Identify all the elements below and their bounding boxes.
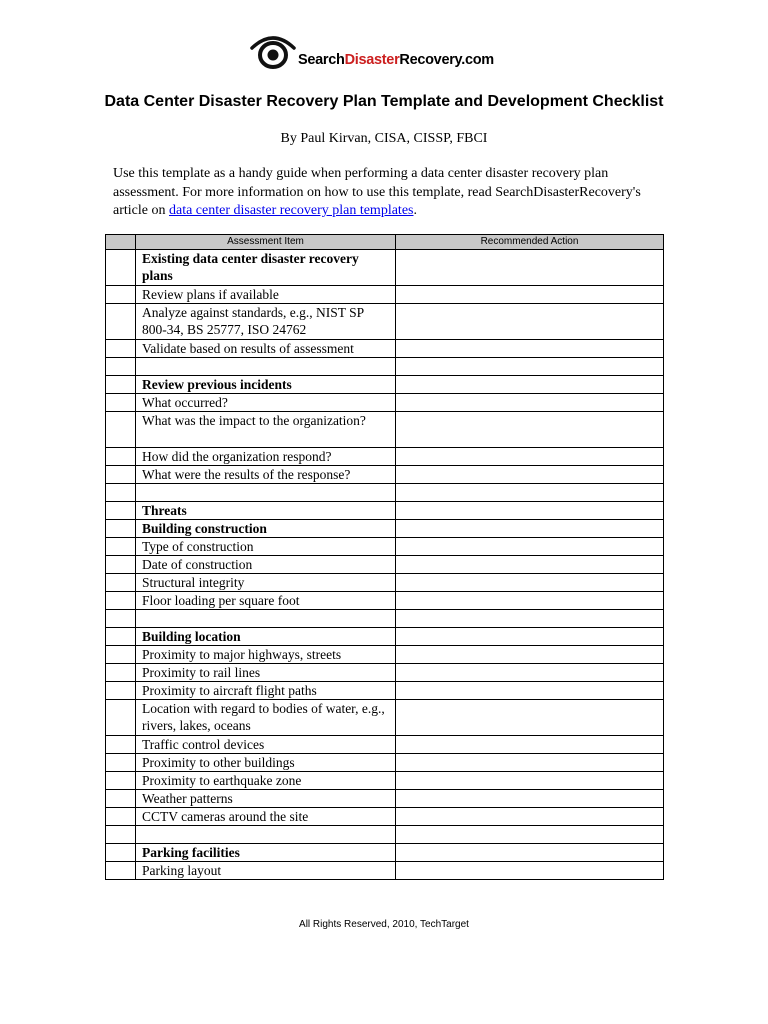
row-marker-cell: [106, 412, 136, 448]
recommended-action-cell[interactable]: [396, 502, 664, 520]
recommended-action-cell[interactable]: [396, 646, 664, 664]
document-title: Data Center Disaster Recovery Plan Template and Development Checklist: [104, 93, 664, 110]
assessment-item-cell: Threats: [136, 502, 396, 520]
row-marker-cell: [106, 466, 136, 484]
assessment-item-cell: [136, 826, 396, 844]
table-row: [106, 394, 664, 412]
recommended-action-cell[interactable]: [396, 628, 664, 646]
recommended-action-cell[interactable]: [396, 844, 664, 862]
header-blank: [106, 235, 136, 250]
assessment-item-cell: Structural integrity: [136, 574, 396, 592]
row-marker-cell: [106, 844, 136, 862]
table-row: [106, 862, 664, 880]
row-marker-cell: [106, 250, 136, 286]
recommended-action-cell[interactable]: [396, 736, 664, 754]
table-row: [106, 844, 664, 862]
assessment-item-cell: Existing data center disaster recovery plans: [136, 250, 396, 286]
recommended-action-cell[interactable]: [396, 250, 664, 286]
row-marker-cell: [106, 484, 136, 502]
table-row: [106, 484, 664, 502]
row-marker-cell: [106, 556, 136, 574]
recommended-action-cell[interactable]: [396, 754, 664, 772]
row-marker-cell: [106, 772, 136, 790]
logo-suffix: Recovery.com: [399, 52, 494, 68]
assessment-item-cell: Date of construction: [136, 556, 396, 574]
table-row: [106, 790, 664, 808]
row-marker-cell: [106, 628, 136, 646]
table-row: [106, 592, 664, 610]
table-row: [106, 628, 664, 646]
recommended-action-cell[interactable]: [396, 826, 664, 844]
row-marker-cell: [106, 448, 136, 466]
intro-end: .: [413, 203, 417, 218]
assessment-table: [105, 234, 664, 880]
row-marker-cell: [106, 862, 136, 880]
row-marker-cell: [106, 358, 136, 376]
table-row: [106, 520, 664, 538]
row-marker-cell: [106, 754, 136, 772]
logo-accent: Disaster: [344, 52, 400, 68]
recommended-action-cell[interactable]: [396, 700, 664, 736]
recommended-action-cell[interactable]: [396, 358, 664, 376]
recommended-action-cell[interactable]: [396, 664, 664, 682]
table-row: [106, 754, 664, 772]
row-marker-cell: [106, 520, 136, 538]
assessment-item-cell: [136, 484, 396, 502]
table-row: [106, 358, 664, 376]
assessment-item-cell: CCTV cameras around the site: [136, 808, 396, 826]
assessment-item-cell: Review plans if available: [136, 286, 396, 304]
recommended-action-cell[interactable]: [396, 466, 664, 484]
recommended-action-cell[interactable]: [396, 304, 664, 340]
row-marker-cell: [106, 304, 136, 340]
row-marker-cell: [106, 646, 136, 664]
assessment-item-cell: What was the impact to the organization?: [136, 412, 396, 448]
assessment-item-cell: Proximity to aircraft flight paths: [136, 682, 396, 700]
table-row: [106, 556, 664, 574]
recommended-action-cell[interactable]: [396, 574, 664, 592]
recommended-action-cell[interactable]: [396, 772, 664, 790]
row-marker-cell: [106, 376, 136, 394]
table-row: [106, 304, 664, 340]
row-marker-cell: [106, 574, 136, 592]
table-row: [106, 250, 664, 286]
author-line: By Paul Kirvan, CISA, CISSP, FBCI: [280, 131, 488, 146]
logo-prefix: Search: [298, 52, 345, 68]
row-marker-cell: [106, 592, 136, 610]
table-row: [106, 448, 664, 466]
recommended-action-cell[interactable]: [396, 520, 664, 538]
row-marker-cell: [106, 502, 136, 520]
recommended-action-cell[interactable]: [396, 556, 664, 574]
assessment-item-cell: Traffic control devices: [136, 736, 396, 754]
row-marker-cell: [106, 808, 136, 826]
logo-wordmark: [298, 52, 494, 68]
recommended-action-cell[interactable]: [396, 340, 664, 358]
intro-text: Use this template as a handy guide when performing a data center disaster recovery plan assessment. For more information on how to use this template, read SearchDisasterRecovery's article on: [113, 166, 641, 218]
assessment-item-cell: Proximity to other buildings: [136, 754, 396, 772]
assessment-item-cell: Validate based on results of assessment: [136, 340, 396, 358]
assessment-item-cell: Weather patterns: [136, 790, 396, 808]
table-row: [106, 412, 664, 448]
recommended-action-cell[interactable]: [396, 448, 664, 466]
assessment-item-cell: Building construction: [136, 520, 396, 538]
row-marker-cell: [106, 664, 136, 682]
recommended-action-cell[interactable]: [396, 808, 664, 826]
assessment-item-cell: Parking layout: [136, 862, 396, 880]
assessment-item-cell: Floor loading per square foot: [136, 592, 396, 610]
recommended-action-cell[interactable]: [396, 484, 664, 502]
assessment-item-cell: How did the organization respond?: [136, 448, 396, 466]
row-marker-cell: [106, 610, 136, 628]
table-row: [106, 772, 664, 790]
table-row: [106, 826, 664, 844]
eye-icon: [250, 34, 296, 74]
assessment-item-cell: [136, 610, 396, 628]
recommended-action-cell[interactable]: [396, 610, 664, 628]
header-recommended-action: Recommended Action: [396, 235, 664, 250]
recommended-action-cell[interactable]: [396, 592, 664, 610]
header-assessment-item: Assessment Item: [136, 235, 396, 250]
recommended-action-cell[interactable]: [396, 412, 664, 448]
assessment-item-cell: What occurred?: [136, 394, 396, 412]
table-row: [106, 736, 664, 754]
article-link[interactable]: data center disaster recovery plan templates: [168, 203, 414, 218]
recommended-action-cell[interactable]: [396, 376, 664, 394]
assessment-item-cell: Proximity to rail lines: [136, 664, 396, 682]
table-row: [106, 700, 664, 736]
row-marker-cell: [106, 340, 136, 358]
table-body: [106, 250, 664, 880]
assessment-item-cell: [136, 358, 396, 376]
recommended-action-cell[interactable]: [396, 286, 664, 304]
table-header-row: [106, 235, 664, 250]
footer-copyright: All Rights Reserved, 2010, TechTarget: [299, 919, 469, 930]
table-row: [106, 340, 664, 358]
site-logo[interactable]: [250, 34, 494, 74]
row-marker-cell: [106, 826, 136, 844]
table-row: [106, 376, 664, 394]
assessment-item-cell: What were the results of the response?: [136, 466, 396, 484]
table-row: [106, 808, 664, 826]
row-marker-cell: [106, 682, 136, 700]
table-row: [106, 466, 664, 484]
row-marker-cell: [106, 394, 136, 412]
assessment-item-cell: Location with regard to bodies of water, e.g., rivers, lakes, oceans: [136, 700, 396, 736]
table-row: [106, 538, 664, 556]
row-marker-cell: [106, 736, 136, 754]
assessment-item-cell: Building location: [136, 628, 396, 646]
row-marker-cell: [106, 700, 136, 736]
recommended-action-cell[interactable]: [396, 538, 664, 556]
row-marker-cell: [106, 790, 136, 808]
table-row: [106, 502, 664, 520]
assessment-item-cell: Proximity to major highways, streets: [136, 646, 396, 664]
assessment-item-cell: Type of construction: [136, 538, 396, 556]
recommended-action-cell[interactable]: [396, 394, 664, 412]
table-row: [106, 574, 664, 592]
assessment-item-cell: Analyze against standards, e.g., NIST SP 800-34, BS 25777, ISO 24762: [136, 304, 396, 340]
assessment-item-cell: Proximity to earthquake zone: [136, 772, 396, 790]
row-marker-cell: [106, 538, 136, 556]
table-row: [106, 646, 664, 664]
assessment-item-cell: Review previous incidents: [136, 376, 396, 394]
recommended-action-cell[interactable]: [396, 862, 664, 880]
table-row: [106, 664, 664, 682]
recommended-action-cell[interactable]: [396, 790, 664, 808]
table-row: [106, 286, 664, 304]
table-row: [106, 682, 664, 700]
table-row: [106, 610, 664, 628]
row-marker-cell: [106, 286, 136, 304]
assessment-item-cell: Parking facilities: [136, 844, 396, 862]
recommended-action-cell[interactable]: [396, 682, 664, 700]
intro-paragraph: [113, 165, 658, 221]
